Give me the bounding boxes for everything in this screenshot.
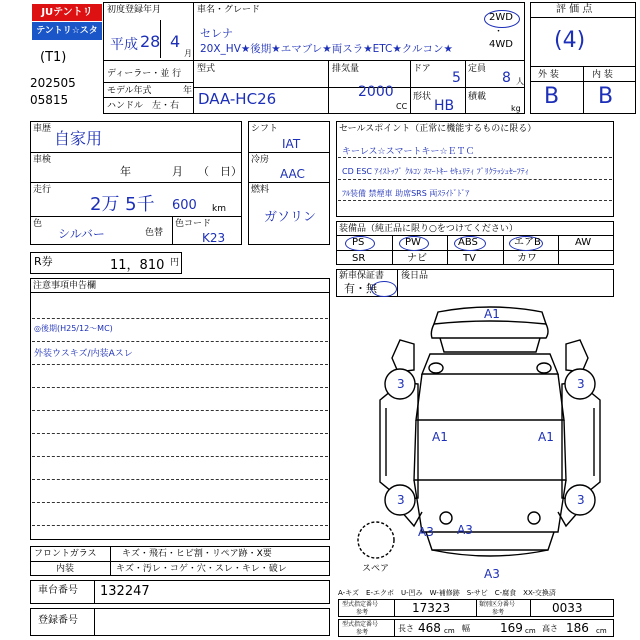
carname-label: 車名・グレード — [197, 5, 261, 15]
color-change-label: 色替 — [145, 228, 164, 238]
ext-grade: B — [544, 84, 560, 109]
manual-label: 後日品 — [401, 271, 429, 281]
mark-rear: A3 — [484, 567, 500, 581]
size-ref-label: 型式指定番号 — [342, 621, 379, 628]
score-label: 評 価 点 — [556, 4, 593, 15]
shape-value: HB — [434, 98, 455, 114]
mark-rr-wheel: 3 — [577, 493, 585, 507]
front-glass-label: フロントガラス — [34, 549, 97, 559]
cap-unit: 人 — [516, 77, 524, 86]
equip-navi: ナビ — [407, 253, 427, 264]
note-line-1: ◎後期(H25/12～MC) — [34, 324, 113, 333]
warranty-circle — [371, 281, 397, 297]
front-glass-text: キズ・飛石・ヒビ割・リペア跡・X要 — [122, 549, 272, 559]
car-damage-diagram — [340, 300, 630, 585]
equipment-label: 装備品（純正品に限り○をつけてください） — [339, 224, 518, 234]
wid-label: 幅 — [462, 624, 470, 633]
logo-brand: JUテントリ — [32, 4, 102, 21]
mark-left-side: A1 — [432, 430, 448, 444]
ac-label: 冷房 — [251, 155, 270, 165]
car-grade: 20X_HV★後期★エマブレ★両スラ★ETC★クルコン★ — [200, 43, 453, 55]
first-reg-month-unit: 月 — [184, 49, 192, 58]
cap-value: 8 — [502, 70, 511, 86]
sales-line-1: キーレス☆スマートキー☆ＥＴＣ — [342, 147, 475, 157]
warranty-value: 有・無 — [344, 282, 377, 295]
hgt-unit: cm — [596, 627, 607, 635]
shift-value: IAT — [282, 137, 301, 151]
size-ref: 参考 — [356, 629, 369, 636]
shaken-day: （ 日） — [198, 165, 242, 178]
recycle-value: 11，810 — [110, 258, 165, 273]
equip-sr: SR — [352, 253, 366, 264]
equip-abs: ABS — [458, 237, 478, 248]
sales-line-3: ﾌﾙ装備 禁煙車 助席SRS 両ｽﾗｲﾄﾞﾄﾞｱ — [342, 189, 470, 198]
disp-value: 2000 — [358, 84, 394, 100]
equip-airbag: エアB — [514, 237, 541, 248]
color-code-label: 色コード — [175, 219, 212, 229]
first-reg-year: 28 — [140, 32, 161, 51]
cap-label: 定員 — [468, 64, 487, 74]
load-label: 積載 — [468, 92, 487, 102]
sales-line-2: CD ESC ｱｲｽﾄｯﾌﾟ ｸﾙｺﾝ ｽﾏｰﾄｷｰ ｾｷｭﾘﾃｨ ﾌﾟﾘｸﾗｯｼｭｾｰﾌﾃｨ — [342, 167, 529, 176]
note-line-2: 外装ウスキズ/内装Aスレ — [34, 349, 133, 359]
score-value: (4) — [554, 28, 586, 53]
sales-label: セールスポイント（正常に機能するものに限る） — [339, 124, 537, 134]
color-value: シルバー — [58, 227, 105, 241]
type-value: DAA-HC26 — [198, 90, 277, 108]
handle-label: ハンドル 左・右 — [107, 101, 180, 111]
model-year-label: モデル年式 — [107, 86, 152, 96]
fuel-label: 燃料 — [251, 185, 270, 195]
mark-right-side: A1 — [538, 430, 554, 444]
class-no-label: 類別区分番号 — [479, 601, 516, 608]
type-no-value: 17323 — [412, 601, 451, 615]
lot-number-1: 202505 — [30, 76, 76, 90]
notes-label: 注意事項申告欄 — [33, 281, 97, 291]
lot-paren: (T1) — [40, 50, 67, 65]
class-no-ref: 参考 — [492, 609, 505, 616]
disp-label: 排気量 — [332, 64, 360, 74]
equip-pw: PW — [405, 237, 421, 248]
shift-label: シフト — [251, 124, 279, 134]
shaken-month: 月 — [172, 165, 183, 178]
mark-rear-center: A3 — [457, 523, 473, 537]
len-label: 長さ — [398, 624, 414, 633]
class-no-value: 0033 — [552, 601, 583, 615]
shaken-label: 車検 — [33, 155, 52, 165]
equip-leather: カワ — [517, 253, 537, 264]
mark-rl-wheel: 3 — [397, 493, 405, 507]
first-reg-month: 4 — [170, 32, 181, 51]
spare-label: スペア — [362, 564, 390, 574]
shape-label: 形状 — [413, 92, 432, 102]
use-value: 自家用 — [54, 129, 103, 148]
hgt-value: 186 — [566, 621, 589, 635]
door-value: 5 — [452, 70, 461, 86]
damage-legend: A-キズ E-エクボ U-凹み W-補修跡 S-サビ C-腐食 XX-交換済 — [338, 589, 556, 597]
len-value: 468 — [418, 621, 441, 635]
use-label: 車歴 — [33, 124, 52, 134]
interior-label: 内装 — [56, 564, 75, 574]
mileage-value: 2万 5千 — [90, 194, 155, 215]
chassis-value: 132247 — [100, 584, 150, 599]
interior-text: キズ・汚レ・コゲ・穴・スレ・キレ・破レ — [116, 564, 287, 574]
wid-value: 169 — [500, 621, 523, 635]
lot-number-2: 05815 — [30, 93, 69, 107]
color-code: K23 — [202, 231, 226, 245]
mileage-label: 走行 — [33, 185, 52, 195]
first-reg-label: 初度登録年月 — [107, 5, 162, 15]
drive-4wd: 4WD — [489, 39, 513, 50]
recycle-label: R券 — [34, 255, 53, 268]
color-label: 色 — [33, 219, 43, 229]
equip-tv: TV — [463, 253, 476, 264]
int-label: 内 装 — [592, 70, 613, 80]
shaken-year: 年 — [120, 165, 131, 178]
mark-rear-left: A3 — [418, 525, 434, 539]
hgt-label: 高さ — [542, 624, 558, 633]
equip-aw: AW — [575, 237, 592, 248]
wid-unit: cm — [525, 627, 536, 635]
type-label: 型式 — [197, 64, 216, 74]
type-no-ref: 参考 — [356, 609, 369, 616]
mileage-unit: km — [212, 204, 226, 214]
mark-front: A1 — [484, 307, 500, 321]
disp-unit: CC — [396, 102, 408, 111]
dealer-label: ディーラー・並 行 — [107, 69, 182, 79]
logo-star: テントリ☆スター — [32, 22, 102, 40]
int-grade: B — [598, 84, 614, 109]
drive-2wd: 2WD — [489, 12, 513, 23]
model-year-unit: 年 — [183, 86, 193, 96]
drive-dot: ・ — [494, 27, 504, 37]
type-no-label: 型式指定番号 — [342, 601, 379, 608]
fuel-value: ガソリン — [264, 210, 317, 225]
mark-fr-wheel: 3 — [577, 377, 585, 391]
ac-value: AAC — [280, 167, 305, 181]
ext-label: 外 装 — [538, 70, 559, 80]
door-label: ドア — [413, 64, 431, 74]
equip-ps: PS — [352, 237, 365, 248]
len-unit: cm — [444, 627, 455, 635]
recycle-unit: 円 — [170, 258, 180, 268]
load-unit: kg — [511, 104, 521, 113]
mark-fl-wheel: 3 — [397, 377, 405, 391]
reg-label: 登録番号 — [38, 615, 78, 626]
chassis-label: 車台番号 — [38, 585, 78, 596]
warranty-label: 新車保証書 — [339, 271, 385, 281]
first-reg-era: 平成 — [110, 37, 138, 53]
car-name: セレナ — [200, 27, 233, 40]
mileage-sub: 600 — [172, 198, 197, 213]
auction-logo — [32, 4, 102, 54]
